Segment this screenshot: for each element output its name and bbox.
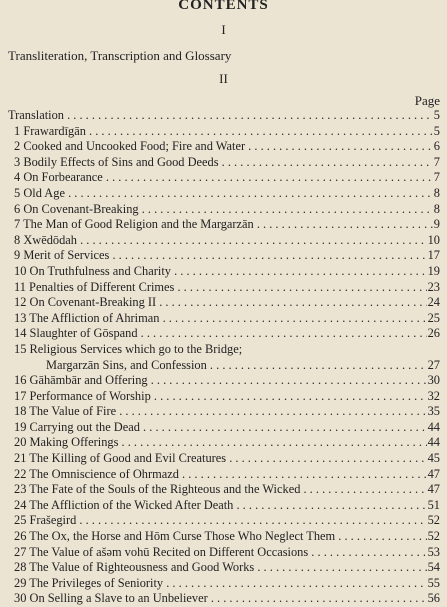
toc-entry bbox=[0, 482, 447, 498]
contents-heading: CONTENTS bbox=[178, 0, 269, 13]
toc-entry bbox=[0, 467, 447, 483]
toc-entry bbox=[0, 186, 447, 202]
toc-entry-label bbox=[14, 420, 433, 436]
toc-entry-number: 7 bbox=[14, 217, 21, 232]
toc-entry-label bbox=[14, 435, 433, 451]
toc-entry-label bbox=[14, 264, 433, 280]
toc-entry-title: The Value of ašəm vohū Recited on Different Occasions bbox=[29, 544, 309, 559]
toc-entry-number: 20 bbox=[14, 435, 27, 450]
toc-entry-number: 30 bbox=[14, 591, 27, 606]
toc-entry-number: 5 bbox=[14, 185, 21, 200]
toc-entry bbox=[0, 280, 447, 296]
toc-entry-title: Gāhāmbār and Offering bbox=[29, 373, 148, 388]
toc-entry-number: 15 bbox=[14, 341, 27, 356]
toc-entry-page: 45 bbox=[427, 451, 440, 466]
toc-entry-label bbox=[14, 280, 433, 296]
toc-entry-number: 27 bbox=[14, 544, 27, 559]
toc-entry-number: 11 bbox=[14, 279, 26, 294]
toc-entry-label bbox=[14, 560, 433, 576]
toc-entry-number: 14 bbox=[14, 326, 27, 341]
toc-entry bbox=[0, 498, 447, 514]
toc-entry-label bbox=[14, 170, 433, 186]
toc-entry-number: 16 bbox=[14, 373, 27, 388]
toc-entry-number: 21 bbox=[14, 451, 27, 466]
toc-entry bbox=[0, 295, 447, 311]
toc-entry-title: Performance of Worship bbox=[29, 388, 151, 403]
toc-entry-label bbox=[14, 513, 433, 529]
toc-entry-label bbox=[14, 342, 433, 358]
toc-entry bbox=[0, 108, 447, 124]
toc-list bbox=[0, 108, 447, 607]
toc-entry-label bbox=[14, 404, 433, 420]
toc-entry-number: 18 bbox=[14, 404, 27, 419]
toc-entry-label bbox=[14, 373, 433, 389]
toc-entry bbox=[0, 358, 447, 374]
toc-entry-page: 24 bbox=[427, 295, 440, 310]
toc-entry-page: 26 bbox=[427, 326, 440, 341]
toc-entry-label bbox=[14, 248, 433, 264]
toc-entry-title: Merit of Services bbox=[23, 248, 110, 263]
toc-entry-page: 51 bbox=[427, 497, 440, 512]
toc-entry bbox=[0, 326, 447, 342]
toc-entry-number: 26 bbox=[14, 529, 27, 544]
toc-entry-page: 7 bbox=[433, 170, 440, 185]
toc-entry-title: Margarzān Sins, and Confession bbox=[46, 357, 207, 372]
toc-entry-page: 23 bbox=[427, 279, 440, 294]
part-one-title: Transliteration, Transcription and Glossary bbox=[8, 48, 232, 63]
toc-entry-label bbox=[14, 139, 433, 155]
toc-entry-label bbox=[14, 389, 433, 405]
part-two-numeral: II bbox=[219, 71, 228, 86]
toc-entry-page: 52 bbox=[427, 529, 440, 544]
toc-entry-page: 44 bbox=[427, 435, 440, 450]
toc-entry bbox=[0, 560, 447, 576]
toc-entry bbox=[0, 217, 447, 233]
toc-entry-page: 8 bbox=[433, 201, 440, 216]
toc-entry-number: 22 bbox=[14, 466, 27, 481]
toc-entry-title: The Value of Fire bbox=[29, 404, 117, 419]
toc-entry-label bbox=[14, 233, 433, 249]
toc-entry-title: The Affliction of Ahriman bbox=[29, 310, 160, 325]
toc-entry-page: 52 bbox=[427, 513, 440, 528]
toc-entry bbox=[0, 545, 447, 561]
toc-entry bbox=[0, 202, 447, 218]
toc-entry bbox=[0, 389, 447, 405]
toc-entry-page: 5 bbox=[433, 108, 440, 122]
toc-entry-page: 44 bbox=[427, 419, 440, 434]
toc-entry-title: Making Offerings bbox=[29, 435, 119, 450]
toc-entry bbox=[0, 311, 447, 327]
toc-entry-title: Slaughter of Gōspand bbox=[29, 326, 138, 341]
toc-entry-number: 24 bbox=[14, 497, 27, 512]
toc-entry-label bbox=[14, 217, 433, 233]
toc-entry bbox=[0, 373, 447, 389]
toc-entry-number: 25 bbox=[14, 513, 27, 528]
toc-entry-label bbox=[14, 311, 433, 327]
toc-entry-number: 12 bbox=[14, 295, 27, 310]
toc-entry bbox=[0, 513, 447, 529]
toc-entry-page: 55 bbox=[427, 575, 440, 590]
toc-entry bbox=[0, 404, 447, 420]
toc-entry-title: The Fate of the Souls of the Righteous and the Wicked bbox=[29, 482, 301, 497]
toc-entry bbox=[0, 170, 447, 186]
toc-entry-label bbox=[14, 576, 433, 592]
toc-entry-page: 17 bbox=[427, 248, 440, 263]
toc-entry-label bbox=[46, 358, 433, 374]
toc-entry-number: 19 bbox=[14, 419, 27, 434]
toc-entry-number: 9 bbox=[14, 248, 21, 263]
toc-entry-page: 6 bbox=[433, 139, 440, 154]
toc-entry-number: 8 bbox=[14, 232, 21, 247]
toc-entry bbox=[0, 233, 447, 249]
toc-entry-title: Penalties of Different Crimes bbox=[29, 279, 175, 294]
toc-entry-page: 32 bbox=[427, 388, 440, 403]
toc-entry bbox=[0, 248, 447, 264]
toc-entry-number: 3 bbox=[14, 154, 21, 169]
toc-entry bbox=[0, 342, 447, 358]
toc-entry-title: Frašegird bbox=[29, 513, 77, 528]
toc-entry-label bbox=[14, 482, 433, 498]
toc-entry-number: 10 bbox=[14, 263, 27, 278]
toc-entry-title: The Value of Righteousness and Good Works bbox=[29, 560, 255, 575]
toc-entry bbox=[0, 155, 447, 171]
toc-entry-label bbox=[14, 529, 433, 545]
toc-entry-title: Xwēdōdah bbox=[23, 232, 77, 247]
toc-entry-title: On Covenant-Breaking II bbox=[29, 295, 157, 310]
toc-entry-label bbox=[14, 451, 433, 467]
toc-entry bbox=[0, 451, 447, 467]
toc-entry-title: Cooked and Uncooked Food; Fire and Water bbox=[23, 139, 246, 154]
toc-entry-page: 5 bbox=[433, 123, 440, 138]
toc-entry-number: 2 bbox=[14, 139, 21, 154]
toc-entry-label bbox=[14, 124, 433, 140]
toc-entry-number: 4 bbox=[14, 170, 21, 185]
toc-entry-page: 19 bbox=[427, 263, 440, 278]
toc-entry-number: 29 bbox=[14, 575, 27, 590]
toc-entry-title: On Forbearance bbox=[23, 170, 103, 185]
toc-entry-title: The Ox, the Horse and Hōm Curse Those Who Neglect Them bbox=[29, 529, 336, 544]
toc-entry-label bbox=[14, 498, 433, 514]
toc-entry-number: 13 bbox=[14, 310, 27, 325]
toc-entry-label bbox=[14, 202, 433, 218]
toc-entry-page: 27 bbox=[427, 357, 440, 372]
toc-entry-title: The Man of Good Religion and the Margarzān bbox=[23, 217, 254, 232]
toc-entry bbox=[0, 139, 447, 155]
toc-entry-title: On Covenant-Breaking bbox=[23, 201, 139, 216]
toc-entry-page: 56 bbox=[427, 591, 440, 606]
toc-entry-number: 17 bbox=[14, 388, 27, 403]
toc-entry-page: 30 bbox=[427, 373, 440, 388]
toc-entry-label bbox=[14, 186, 433, 202]
toc-entry-title: Translation bbox=[8, 108, 64, 122]
toc-entry-page: 25 bbox=[427, 310, 440, 325]
toc-entry bbox=[0, 591, 447, 607]
toc-entry-page: 9 bbox=[433, 217, 440, 232]
toc-entry-page: 8 bbox=[433, 185, 440, 200]
toc-entry-title: The Killing of Good and Evil Creatures bbox=[29, 451, 227, 466]
toc-entry bbox=[0, 124, 447, 140]
toc-entry-page: 47 bbox=[427, 482, 440, 497]
toc-entry-title: The Omniscience of Ohrmazd bbox=[29, 466, 179, 481]
toc-entry-page: 54 bbox=[427, 560, 440, 575]
page-column-label: Page bbox=[414, 93, 440, 108]
toc-entry-label bbox=[14, 467, 433, 483]
toc-entry-page: 35 bbox=[427, 404, 440, 419]
toc-entry-page: 7 bbox=[433, 154, 440, 169]
toc-entry-title: Religious Services which go to the Bridge; bbox=[29, 341, 243, 356]
toc-entry bbox=[0, 576, 447, 592]
toc-entry-label bbox=[14, 155, 433, 171]
toc-entry-number: 1 bbox=[14, 123, 21, 138]
toc-entry-title: Bodily Effects of Sins and Good Deeds bbox=[23, 154, 219, 169]
toc-entry bbox=[0, 420, 447, 436]
toc-entry-label bbox=[14, 326, 433, 342]
toc-entry bbox=[0, 264, 447, 280]
toc-entry-label bbox=[14, 591, 433, 607]
toc-entry-number: 23 bbox=[14, 482, 27, 497]
toc-entry-title: Old Age bbox=[23, 185, 65, 200]
toc-entry-title: Frawardīgān bbox=[23, 123, 86, 138]
toc-entry-title: Carrying out the Dead bbox=[29, 419, 140, 434]
toc-entry-label bbox=[14, 545, 433, 561]
toc-entry-page: 53 bbox=[427, 544, 440, 559]
toc-entry-title: The Privileges of Seniority bbox=[29, 575, 164, 590]
part-one-numeral: I bbox=[221, 22, 226, 37]
toc-entry bbox=[0, 435, 447, 451]
toc-entry-page: 10 bbox=[427, 232, 440, 247]
toc-entry-title: On Selling a Slave to an Unbeliever bbox=[29, 591, 208, 606]
toc-entry-title: The Affliction of the Wicked After Death bbox=[29, 497, 234, 512]
toc-entry-title: On Truthfulness and Charity bbox=[29, 263, 171, 278]
toc-entry-page: 47 bbox=[427, 466, 440, 481]
toc-entry-label bbox=[14, 295, 433, 311]
toc-entry-number: 6 bbox=[14, 201, 21, 216]
toc-entry-number: 28 bbox=[14, 560, 27, 575]
toc-entry bbox=[0, 529, 447, 545]
toc-entry-label bbox=[8, 108, 433, 124]
